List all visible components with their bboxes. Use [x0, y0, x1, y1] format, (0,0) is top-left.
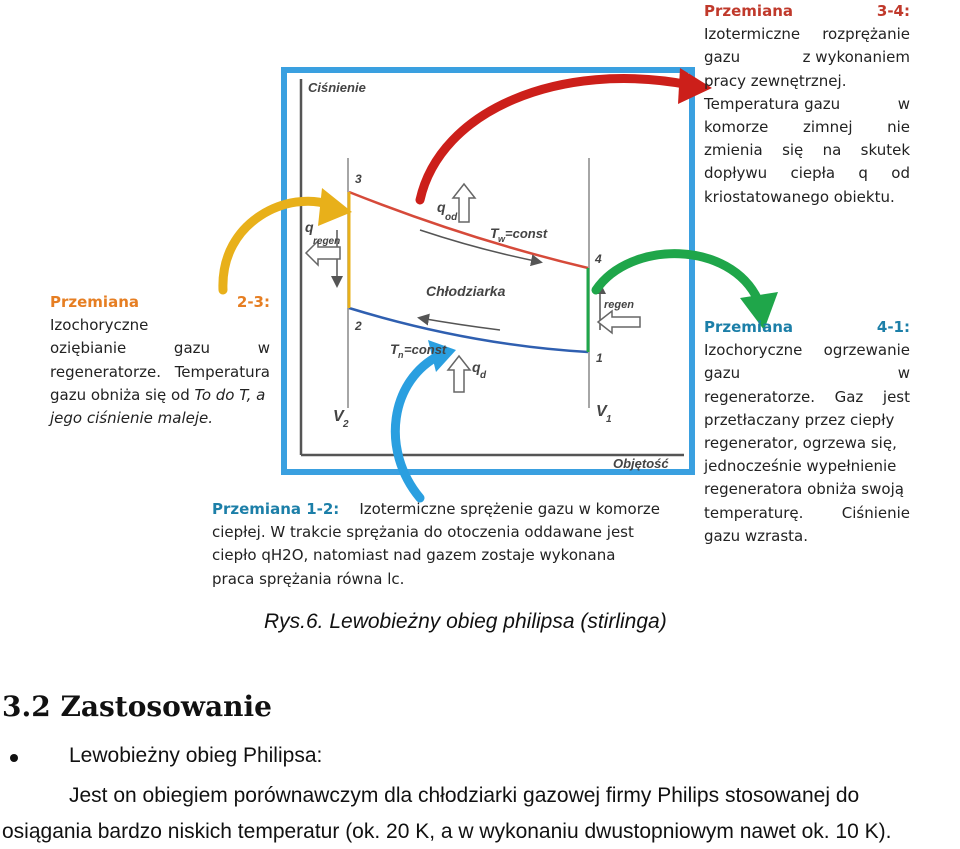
note-text: gazu [704, 48, 741, 67]
tw-sub: w [498, 234, 506, 244]
note-text: jednocześnie wypełnienie [704, 457, 897, 476]
point-4-label: 4 [595, 252, 602, 266]
note-text: ogrzewanie [823, 341, 910, 360]
diagram-frame [284, 70, 692, 472]
q-regen-left-sub: regen [313, 236, 341, 247]
regen-right-label: regen [604, 299, 634, 311]
note-text: regeneratorze. [704, 387, 816, 406]
tn-sub: n [398, 350, 404, 360]
q-od-label: q [437, 199, 446, 215]
q-regen-left-label: q [305, 219, 314, 235]
section-title: 3.2 Zastosowanie [2, 690, 272, 723]
v2-sub: 2 [343, 419, 349, 430]
v2-label: V [333, 408, 344, 425]
note-text: się [782, 141, 804, 160]
note-text: regeneratora obniża swoją [704, 480, 904, 499]
note-text: Izochoryczne [50, 316, 149, 335]
note-text: od [891, 164, 910, 183]
tw-const: =const [505, 226, 548, 241]
note-4-1-heading: Przemiana [704, 318, 793, 336]
note-text: Temperatura [174, 362, 270, 381]
note-text: Izochoryczne [704, 341, 803, 360]
note-text: Izotermiczne sprężenie gazu w komorze [359, 500, 660, 518]
q-d-label: q [472, 359, 481, 375]
note-text: zmienia [704, 141, 763, 160]
tw-label: T [490, 225, 499, 241]
note-text: kriostatowanego obiektu. [704, 187, 895, 206]
note-3-4-heading: Przemiana [704, 2, 793, 20]
note-text: Izotermiczne [704, 25, 801, 44]
tn-const: =const [404, 342, 447, 357]
q-od-sub: od [445, 212, 458, 223]
point-3-label: 3 [355, 172, 362, 186]
note-text: jego ciśnienie maleje. [50, 409, 214, 428]
point-1-label: 1 [596, 351, 603, 365]
paragraph-line-1: Jest on obiegiem porównawczym dla chłodziarki gazowej firmy Philips stosowanej do [69, 784, 860, 807]
note-text: przetłaczany przez ciepły [704, 410, 895, 429]
note-text: skutek [860, 141, 910, 160]
note-text: regenerator, ogrzewa się, [704, 434, 897, 453]
note-4-1-number: 4-1: [876, 318, 910, 336]
bullet-text: Lewobieżny obieg Philipsa: [69, 744, 323, 767]
note-process-3-4 [704, 0, 910, 209]
note-text: w [897, 364, 910, 383]
note-text: gazu obniża się od [50, 385, 190, 404]
note-text: w [257, 339, 270, 358]
note-process-4-1 [704, 316, 910, 548]
note-text: To do T, a [194, 385, 266, 404]
note-text: pracy zewnętrznej. [704, 71, 847, 90]
note-process-1-2 [212, 498, 660, 591]
note-text: Temperatura gazu [704, 94, 841, 113]
note-text: ciepło qH2O, natomiast nad gazem zostaje wykonana [212, 546, 616, 565]
note-2-3-heading: Przemiana 2-3: [50, 293, 270, 311]
note-text: gazu [704, 364, 741, 383]
tn-label: T [390, 341, 399, 357]
chlodziarka-label: Chłodziarka [426, 283, 506, 299]
note-text: regeneratorze. [50, 362, 162, 381]
note-text: ciepła [790, 164, 836, 183]
bullet-dot [10, 754, 18, 762]
note-text: gazu wzrasta. [704, 526, 809, 545]
note-3-4-number: 3-4: [876, 2, 910, 20]
note-text: oziębianie [50, 339, 127, 358]
note-text: komorze [704, 118, 769, 137]
note-text: jest [882, 387, 910, 406]
note-text: Ciśnienie [841, 503, 910, 522]
note-text: na [822, 141, 842, 160]
note-text: praca sprężania równa lc. [212, 569, 405, 588]
v1-sub: 1 [606, 414, 612, 425]
x-axis-label: Objętość [613, 456, 669, 471]
q-d-sub: d [480, 370, 487, 381]
note-text: rozprężanie [822, 25, 910, 44]
y-axis-label: Ciśnienie [308, 80, 366, 95]
note-text: temperaturę. [704, 503, 804, 522]
note-text: nie [887, 118, 910, 137]
note-text: w [897, 94, 910, 113]
note-text: z wykonaniem [802, 48, 910, 67]
figure-caption: Rys.6. Lewobieżny obieg philipsa (stirlinga) [264, 610, 667, 633]
v1-label: V [596, 403, 607, 420]
note-process-2-3 [50, 291, 270, 430]
paragraph-line-2: osiągania bardzo niskich temperatur (ok. 20 K, a w wykonaniu dwustopniowym nawet ok. 10 K). [2, 820, 892, 843]
note-text: Gaz [834, 387, 864, 406]
note-text: q [858, 164, 868, 183]
note-text: dopływu [704, 164, 768, 183]
note-text: ciepłej. W trakcie sprężania do otoczenia oddawane jest [212, 523, 634, 542]
point-2-label: 2 [355, 319, 362, 333]
note-text: zimnej [802, 118, 853, 137]
note-text: gazu [173, 339, 211, 358]
note-1-2-heading: Przemiana 1-2: [212, 500, 340, 518]
